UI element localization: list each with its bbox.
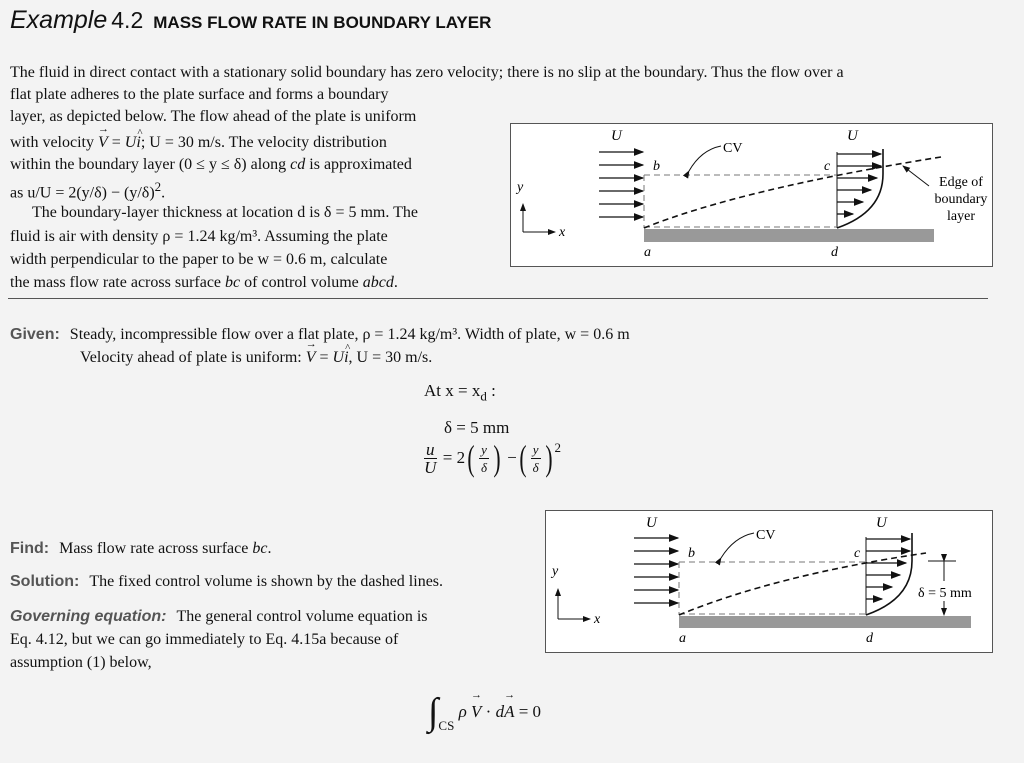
- point-a: a: [679, 631, 686, 646]
- delta-label: δ = 5 mm: [918, 586, 972, 601]
- given-line-1: Given: Steady, incompressible flow over a flat plate, ρ = 1.24 kg/m³. Width of plate, w = 0.6 m: [10, 326, 630, 343]
- solution-line: Solution: The fixed control volume is shown by the dashed lines.: [10, 573, 444, 590]
- cv-label: CV: [756, 528, 776, 543]
- point-d: d: [831, 245, 838, 260]
- section-divider: [8, 298, 988, 299]
- xy-axes: [558, 589, 590, 619]
- point-d: d: [866, 631, 873, 646]
- example-heading: MASS FLOW RATE IN BOUNDARY LAYER: [153, 13, 492, 32]
- uniform-velocity-arrows: [599, 152, 643, 217]
- problem-line-9: width perpendicular to the paper to be w = 0.6 m, calculate: [10, 251, 388, 268]
- governing-line-1: Governing equation: The general control volume equation is: [10, 608, 428, 625]
- cv-label: CV: [723, 141, 743, 156]
- u-right-label: U: [876, 515, 887, 531]
- x-axis-label: x: [594, 612, 601, 627]
- u-right-label: U: [847, 128, 858, 144]
- y-axis-label: y: [517, 180, 524, 195]
- eq-velocity-profile: $\frac{u}{U}$ = 2( $\frac{y}{\delta}$ ) −( $\frac{y}{\delta}$ ) $^2$: [424, 438, 561, 478]
- cv-leader: [721, 533, 754, 558]
- problem-line-7: The boundary-layer thickness at location d is δ = 5 mm. The: [32, 204, 418, 221]
- flat-plate: [644, 229, 934, 242]
- point-c: c: [854, 546, 861, 561]
- velocity-profile-arrows: [837, 154, 881, 214]
- problem-line-6: as $u/U = 2(y/\delta) - (y/\delta)^2$.: [10, 179, 166, 202]
- problem-line-2: flat plate adheres to the plate surface and forms a boundary: [10, 86, 389, 103]
- uniform-velocity-arrows: [634, 538, 678, 603]
- governing-label: Governing equation:: [10, 608, 167, 625]
- boundary-layer-figure-1: [510, 123, 993, 267]
- governing-line-3: assumption (1) below,: [10, 654, 152, 671]
- point-c: c: [824, 159, 831, 174]
- u-left-label: U: [611, 128, 622, 144]
- edge-label-2: boundary: [934, 192, 988, 207]
- velocity-profile-curve: [837, 149, 883, 228]
- u-left-label: U: [646, 515, 657, 531]
- problem-line-8: fluid is air with density ρ = 1.24 kg/m³. Assuming the plate: [10, 228, 388, 245]
- eq-delta: δ = 5 mm: [444, 418, 510, 437]
- edge-label-3: layer: [947, 209, 975, 224]
- x-axis-label: x: [559, 225, 566, 240]
- given-line-2: Velocity ahead of plate is uniform: → V = U^ i, U = 30 m/s.: [80, 347, 432, 368]
- velocity-profile-curve: [866, 533, 912, 615]
- point-b: b: [653, 159, 660, 174]
- point-b: b: [688, 546, 695, 561]
- continuity-integral-eq: $\int_{CS}$ ρ → V · d→ A = 0: [428, 690, 541, 734]
- boundary-layer-figure-2: [545, 510, 993, 653]
- problem-line-4: with velocity → V = U^ i; U = 30 m/s. The velocity distribution: [10, 132, 387, 153]
- control-volume: [679, 562, 866, 615]
- point-a: a: [644, 245, 651, 260]
- boundary-layer-edge: [644, 157, 941, 228]
- xy-axes: [523, 204, 555, 232]
- example-title: [10, 6, 491, 35]
- example-prefix: Example: [10, 6, 108, 34]
- cv-leader: [689, 146, 721, 171]
- solution-label: Solution:: [10, 573, 80, 590]
- flat-plate: [679, 616, 971, 628]
- problem-line-10: the mass flow rate across surface bc of control volume abcd.: [10, 274, 398, 291]
- edge-label-1: Edge of: [939, 175, 983, 190]
- governing-line-2: Eq. 4.12, but we can go immediately to Eq. 4.15a because of: [10, 631, 399, 648]
- problem-line-1: The fluid in direct contact with a stationary solid boundary has zero velocity; there is no slip at the boundary. Thus the flow over a: [10, 64, 844, 81]
- control-volume: [644, 175, 837, 228]
- y-axis-label: y: [552, 564, 559, 579]
- example-number: 4.2: [111, 7, 144, 33]
- problem-line-3: layer, as depicted below. The flow ahead of the plate is uniform: [10, 108, 417, 125]
- given-label: Given:: [10, 326, 60, 343]
- find-label: Find:: [10, 540, 50, 557]
- eq-at-xd: At $x = x_d$ :: [424, 381, 496, 404]
- find-line: Find: Mass flow rate across surface bc.: [10, 540, 272, 557]
- problem-line-5: within the boundary layer (0 ≤ y ≤ δ) along cd is approximated: [10, 156, 412, 173]
